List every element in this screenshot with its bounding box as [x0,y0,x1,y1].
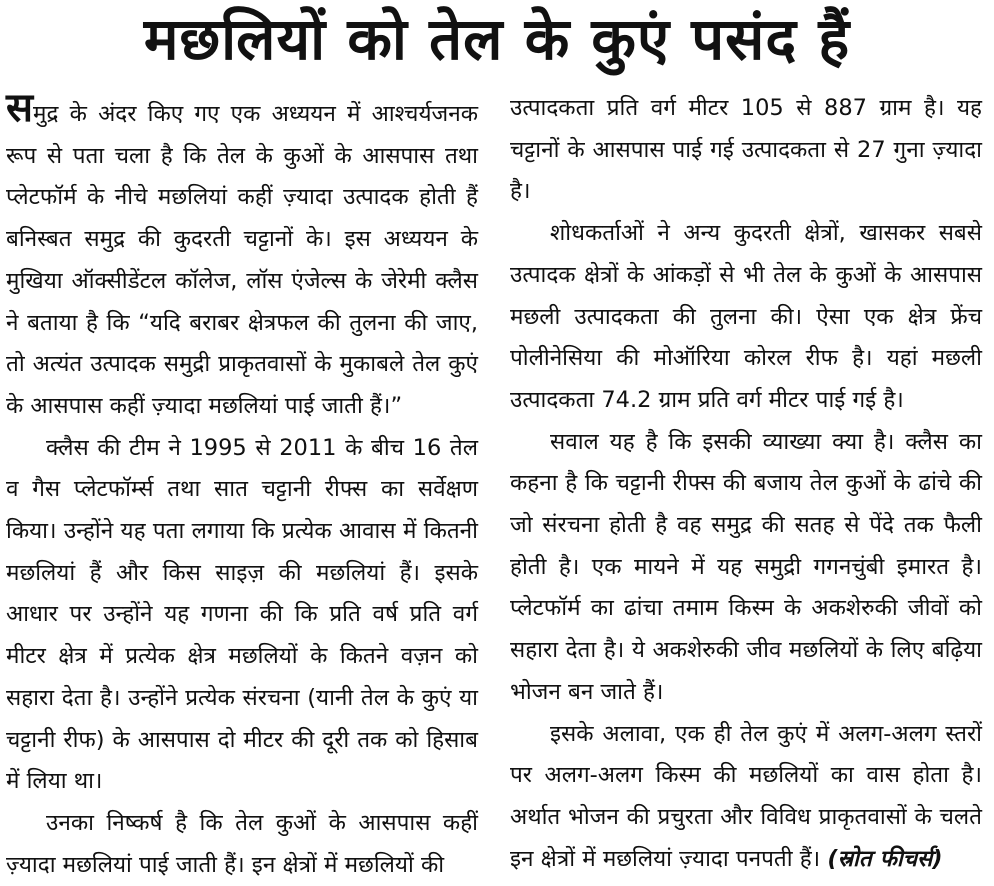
headline: मछलियों को तेल के कुएं पसंद हैं [143,5,851,73]
paragraph: उनका निष्कर्ष है कि तेल कुओं के आसपास कहीं ज़्यादा मछलियां पाई जाती हैं। इन क्षेत्रों में मछलियों की [6,809,478,878]
paragraph: सवाल यह है कि इसकी व्याख्या क्या है। क्लैस का कहना है कि चट्टानी रीफ्स की बजाय तेल कुओं के ढांचे की जो संरचना होती है वह समुद्र की सतह से पेंदे तक फैली होती है। एक मायने में यह समुद्री गगनचुंबी इमारत है। प्लेटफॉर्म का ढांचा तमाम किस्म के अकशेरुकी जीवों को सहारा देता है। ये अकशेरुकी जीव मछलियों के लिए बढ़िया भोजन बन जाते हैं। [510,428,982,705]
source-credit: (स्रोत फीचर्स) [827,845,943,872]
paragraph [6,85,478,428]
left-column [6,85,478,886]
paragraph: उत्पादकता प्रति वर्ग मीटर 105 से 887 ग्राम है। यह चट्टानों के आसपास पाई गई उत्पादकता से 27 गुना ज़्यादा है। [510,95,982,205]
right-column [510,88,982,880]
paragraph: क्लैस की टीम ने 1995 से 2011 के बीच 16 तेल व गैस प्लेटफॉर्म्स तथा सात चट्टानी रीफ्स का सर्वेक्षण किया। उन्होंने यह पता लगाया कि प्रत्येक आवास में कितनी मछलियां हैं और किस साइज़ की मछलियां हैं। इसके आधार पर उन्होंने यह गणना की कि प्रति वर्ष प्रति वर्ग मीटर क्षेत्र में प्रत्येक क्षेत्र मछलियों के कितने वज़न को सहारा देता है। उन्होंने प्रत्येक संरचना (यानी तेल के कुएं या चट्टानी रीफ) के आसपास दो मीटर की दूरी तक को हिसाब में लिया था। [6,434,478,795]
paragraph-text: मुद्र के अंदर किए गए एक अध्ययन में आश्चर्यजनक रूप से पता चला है कि तेल के कुओं के आसपास तथा प्लेटफॉर्म के नीचे मछलियां कहीं ज़्यादा उत्पादक होती हैं बनिस्बत समुद्र की कुदरती चट्टानों के। इस अध्ययन के मुखिया ऑक्सीडेंटल कॉलेज, लॉस एंजेल्स के जेरेमी क्लैस ने बताया है कि “यदि बराबर क्षेत्रफल की तुलना की जाए, तो अत्यंत उत्पादक समुद्री प्राकृतवासों के मुकाबले तेल कुएं के आसपास कहीं ज़्यादा मछलियां पाई जाती हैं।” [6,101,478,419]
paragraph: शोधकर्ताओं ने अन्य कुदरती क्षेत्रों, खासकर सबसे उत्पादक क्षेत्रों के आंकड़ों से भी तेल के कुओं के आसपास मछली उत्पादकता की तुलना की। ऐसा एक क्षेत्र फ्रेंच पोलीनेसिया की मोऑरिया कोरल रीफ है। यहां मछली उत्पादकता 74.2 ग्राम प्रति वर्ग मीटर पाई गई है। [510,220,982,413]
paragraph [510,714,982,881]
drop-cap: स [6,85,34,131]
paragraph-text: इसके अलावा, एक ही तेल कुएं में अलग-अलग स्तरों पर अलग-अलग किस्म की मछलियों का वास होता है। अर्थात भोजन की प्रचुरता और विविध प्राकृतवासों के चलते इन क्षेत्रों में मछलियां ज़्यादा पनपती हैं। [510,720,982,872]
